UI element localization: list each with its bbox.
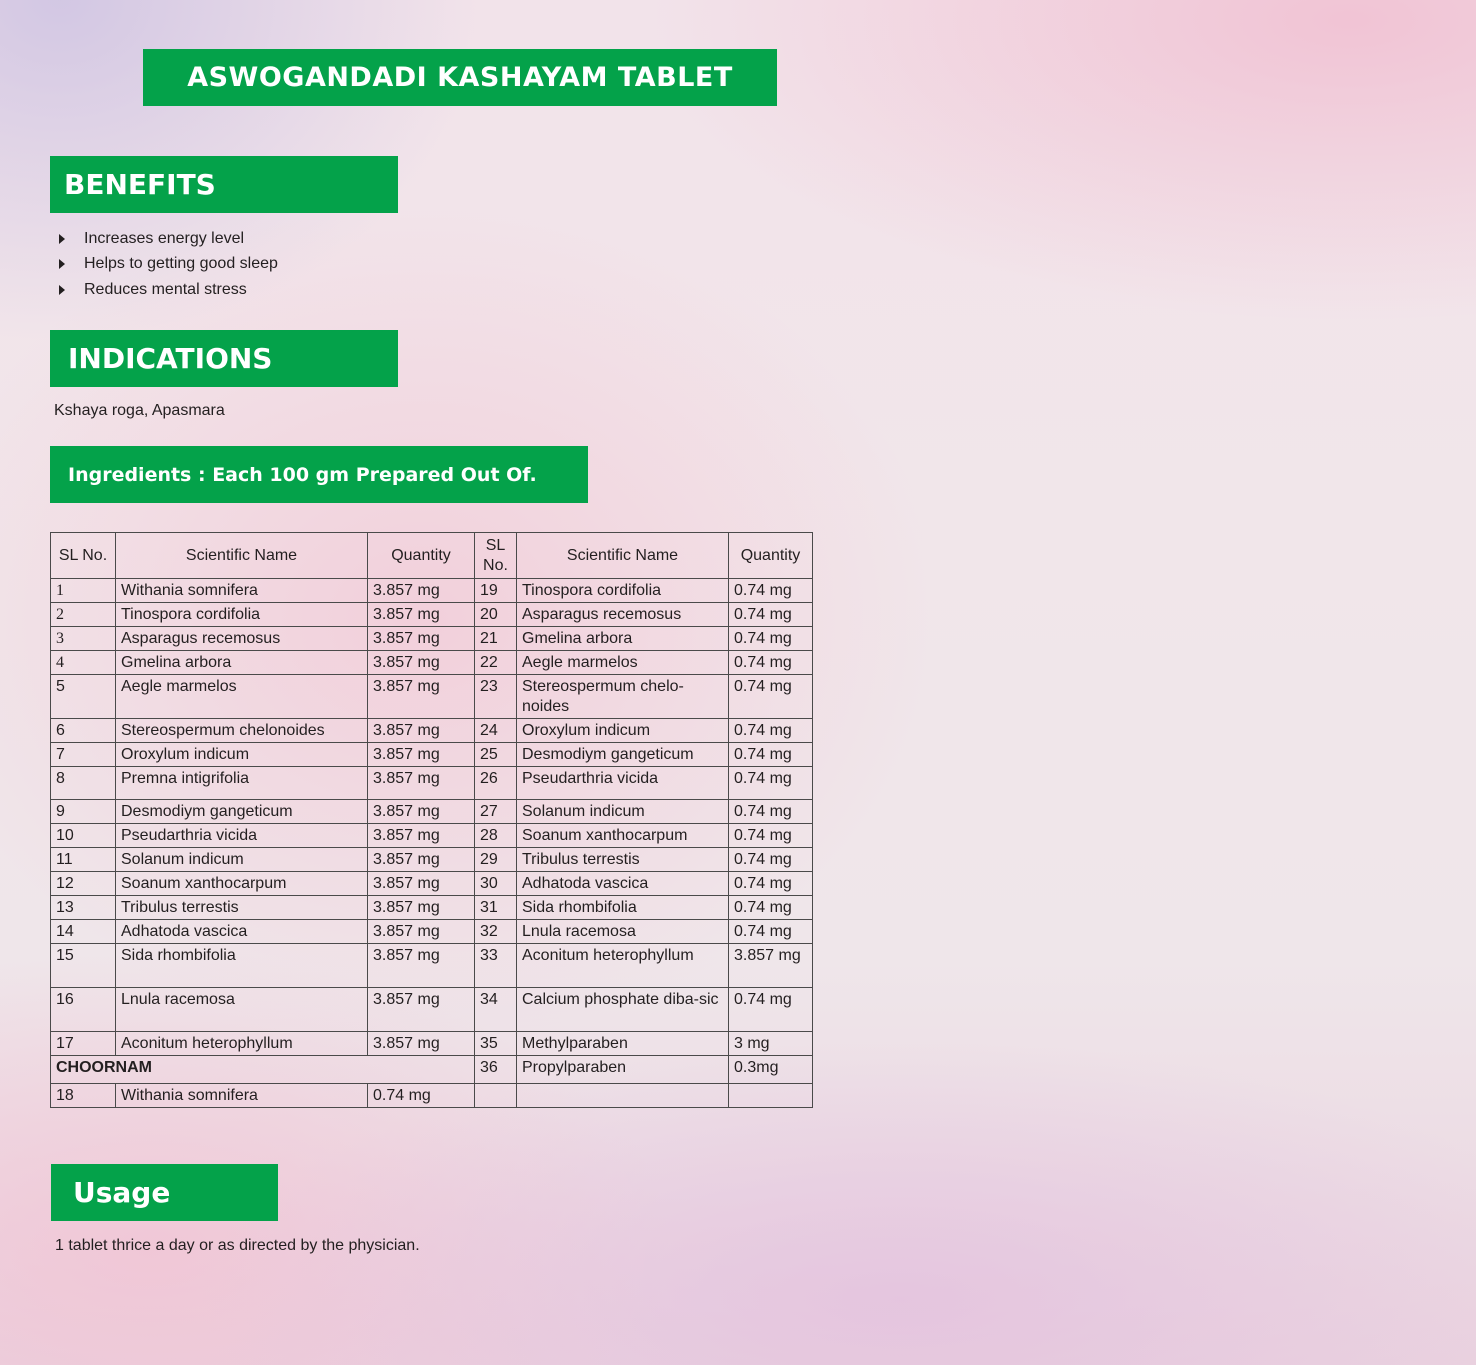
quantity-cell: 3.857 mg <box>368 603 475 627</box>
scientific-name-cell: Methylparaben <box>517 1032 729 1056</box>
scientific-name-cell: Propylparaben <box>517 1056 729 1084</box>
scientific-name-cell: Oroxylum indicum <box>517 719 729 743</box>
scientific-name-cell: Aegle marmelos <box>517 651 729 675</box>
column-header: Quantity <box>729 533 813 579</box>
table-header-row <box>51 533 813 579</box>
indications-text: Kshaya roga, Apasmara <box>54 402 225 419</box>
table-row <box>51 743 813 767</box>
scientific-name-cell: Stereospermum chelo-noides <box>517 675 729 719</box>
benefit-text: Reduces mental stress <box>84 280 247 298</box>
column-header: Scientific Name <box>517 533 729 579</box>
serial-number-cell: 28 <box>475 824 517 848</box>
table-row <box>51 719 813 743</box>
scientific-name-cell: Aconitum heterophyllum <box>116 1032 368 1056</box>
column-header: SL No. <box>475 533 517 579</box>
scientific-name-cell: Aconitum heterophyllum <box>517 944 729 988</box>
serial-number-cell: 16 <box>51 988 116 1032</box>
quantity-cell: 3.857 mg <box>368 988 475 1032</box>
quantity-cell: 3.857 mg <box>368 872 475 896</box>
serial-number-cell: 4 <box>51 651 116 675</box>
serial-number-cell: 3 <box>51 627 116 651</box>
quantity-cell: 0.74 mg <box>729 719 813 743</box>
quantity-cell: 0.74 mg <box>729 920 813 944</box>
serial-number-cell: 23 <box>475 675 517 719</box>
quantity-cell: 3.857 mg <box>368 800 475 824</box>
scientific-name-cell: Tribulus terrestis <box>116 896 368 920</box>
table-row <box>51 872 813 896</box>
scientific-name-cell: Tinospora cordifolia <box>116 603 368 627</box>
scientific-name-cell: Adhatoda vascica <box>517 872 729 896</box>
table-row <box>51 1084 813 1108</box>
quantity-cell: 3.857 mg <box>368 896 475 920</box>
serial-number-cell: 12 <box>51 872 116 896</box>
scientific-name-cell: Stereospermum chelonoides <box>116 719 368 743</box>
quantity-cell: 0.74 mg <box>729 896 813 920</box>
scientific-name-cell: Oroxylum indicum <box>116 743 368 767</box>
bullet-arrow-icon <box>59 234 65 244</box>
choornam-label: CHOORNAM <box>51 1056 475 1084</box>
serial-number-cell: 30 <box>475 872 517 896</box>
serial-number-cell: 5 <box>51 675 116 719</box>
serial-number-cell: 26 <box>475 767 517 800</box>
quantity-cell: 0.74 mg <box>729 800 813 824</box>
table-row <box>51 848 813 872</box>
scientific-name-cell: Solanum indicum <box>517 800 729 824</box>
quantity-cell: 3.857 mg <box>368 920 475 944</box>
scientific-name-cell: Desmodiym gangeticum <box>517 743 729 767</box>
serial-number-cell: 15 <box>51 944 116 988</box>
scientific-name-cell: Aegle marmelos <box>116 675 368 719</box>
table-row <box>51 896 813 920</box>
serial-number-cell: 32 <box>475 920 517 944</box>
table-row <box>51 1056 813 1084</box>
quantity-cell: 3.857 mg <box>368 1032 475 1056</box>
scientific-name-cell: Soanum xanthocarpum <box>116 872 368 896</box>
scientific-name-cell: Tribulus terrestis <box>517 848 729 872</box>
usage-heading: Usage <box>73 1176 171 1209</box>
benefit-text: Increases energy level <box>84 229 245 247</box>
benefit-item <box>58 226 278 252</box>
quantity-cell: 3.857 mg <box>368 579 475 603</box>
ingredients-heading: Ingredients : Each 100 gm Prepared Out Of. <box>68 463 537 486</box>
indications-heading: INDICATIONS <box>68 342 273 375</box>
scientific-name-cell: Desmodiym gangeticum <box>116 800 368 824</box>
quantity-cell: 0.74 mg <box>729 872 813 896</box>
benefits-heading-banner <box>50 156 398 213</box>
serial-number-cell: 31 <box>475 896 517 920</box>
serial-number-cell: 22 <box>475 651 517 675</box>
serial-number-cell: 1 <box>51 579 116 603</box>
serial-number-cell: 24 <box>475 719 517 743</box>
table-row <box>51 800 813 824</box>
column-header: Quantity <box>368 533 475 579</box>
quantity-cell: 0.74 mg <box>729 627 813 651</box>
product-title-banner <box>143 49 777 106</box>
ingredients-heading-banner <box>50 446 588 503</box>
quantity-cell: 0.74 mg <box>729 603 813 627</box>
quantity-cell: 0.74 mg <box>368 1084 475 1108</box>
serial-number-cell <box>475 1084 517 1108</box>
serial-number-cell: 8 <box>51 767 116 800</box>
bullet-arrow-icon <box>59 285 65 295</box>
quantity-cell: 3.857 mg <box>368 719 475 743</box>
quantity-cell: 3.857 mg <box>368 627 475 651</box>
serial-number-cell: 25 <box>475 743 517 767</box>
scientific-name-cell: Withania somnifera <box>116 579 368 603</box>
table-row <box>51 920 813 944</box>
product-title: ASWOGANDADI KASHAYAM TABLET <box>187 62 733 93</box>
serial-number-cell: 19 <box>475 579 517 603</box>
quantity-cell: 0.74 mg <box>729 848 813 872</box>
quantity-cell: 3.857 mg <box>368 651 475 675</box>
scientific-name-cell: Adhatoda vascica <box>116 920 368 944</box>
serial-number-cell: 14 <box>51 920 116 944</box>
quantity-cell: 0.74 mg <box>729 651 813 675</box>
scientific-name-cell: Soanum xanthocarpum <box>517 824 729 848</box>
scientific-name-cell: Gmelina arbora <box>116 651 368 675</box>
quantity-cell: 3 mg <box>729 1032 813 1056</box>
table-row <box>51 579 813 603</box>
quantity-cell: 0.74 mg <box>729 743 813 767</box>
quantity-cell: 3.857 mg <box>368 824 475 848</box>
scientific-name-cell: Asparagus recemosus <box>116 627 368 651</box>
quantity-cell: 0.3mg <box>729 1056 813 1084</box>
column-header: Scientific Name <box>116 533 368 579</box>
serial-number-cell: 2 <box>51 603 116 627</box>
scientific-name-cell: Premna intigrifolia <box>116 767 368 800</box>
table-row <box>51 603 813 627</box>
benefit-text: Helps to getting good sleep <box>84 255 278 273</box>
scientific-name-cell: Lnula racemosa <box>517 920 729 944</box>
scientific-name-cell: Sida rhombifolia <box>517 896 729 920</box>
scientific-name-cell: Solanum indicum <box>116 848 368 872</box>
scientific-name-cell: Withania somnifera <box>116 1084 368 1108</box>
quantity-cell: 0.74 mg <box>729 988 813 1032</box>
quantity-cell: 0.74 mg <box>729 767 813 800</box>
usage-text: 1 tablet thrice a day or as directed by the physician. <box>55 1237 420 1254</box>
quantity-cell: 3.857 mg <box>368 743 475 767</box>
table-row <box>51 988 813 1032</box>
benefit-item <box>58 252 278 278</box>
serial-number-cell: 21 <box>475 627 517 651</box>
serial-number-cell: 34 <box>475 988 517 1032</box>
benefits-list <box>58 226 278 303</box>
scientific-name-cell <box>517 1084 729 1108</box>
scientific-name-cell: Tinospora cordifolia <box>517 579 729 603</box>
scientific-name-cell: Gmelina arbora <box>517 627 729 651</box>
table-row <box>51 651 813 675</box>
scientific-name-cell: Asparagus recemosus <box>517 603 729 627</box>
quantity-cell: 0.74 mg <box>729 675 813 719</box>
serial-number-cell: 17 <box>51 1032 116 1056</box>
quantity-cell: 0.74 mg <box>729 579 813 603</box>
scientific-name-cell: Sida rhombifolia <box>116 944 368 988</box>
table-row <box>51 1032 813 1056</box>
bullet-arrow-icon <box>59 259 65 269</box>
table-row <box>51 824 813 848</box>
serial-number-cell: 36 <box>475 1056 517 1084</box>
benefit-item <box>58 277 278 303</box>
quantity-cell: 3.857 mg <box>368 767 475 800</box>
serial-number-cell: 29 <box>475 848 517 872</box>
quantity-cell: 3.857 mg <box>368 944 475 988</box>
serial-number-cell: 18 <box>51 1084 116 1108</box>
table-row <box>51 944 813 988</box>
serial-number-cell: 6 <box>51 719 116 743</box>
serial-number-cell: 27 <box>475 800 517 824</box>
table-row <box>51 767 813 800</box>
quantity-cell: 3.857 mg <box>368 848 475 872</box>
scientific-name-cell: Calcium phosphate diba-sic <box>517 988 729 1032</box>
benefits-heading: BENEFITS <box>64 168 216 201</box>
scientific-name-cell: Pseudarthria vicida <box>517 767 729 800</box>
ingredients-table <box>50 532 813 1108</box>
scientific-name-cell: Pseudarthria vicida <box>116 824 368 848</box>
usage-heading-banner <box>51 1164 278 1221</box>
indications-heading-banner <box>50 330 398 387</box>
scientific-name-cell: Lnula racemosa <box>116 988 368 1032</box>
column-header: SL No. <box>51 533 116 579</box>
serial-number-cell: 33 <box>475 944 517 988</box>
serial-number-cell: 20 <box>475 603 517 627</box>
quantity-cell: 3.857 mg <box>729 944 813 988</box>
serial-number-cell: 7 <box>51 743 116 767</box>
quantity-cell <box>729 1084 813 1108</box>
serial-number-cell: 35 <box>475 1032 517 1056</box>
serial-number-cell: 10 <box>51 824 116 848</box>
serial-number-cell: 11 <box>51 848 116 872</box>
serial-number-cell: 13 <box>51 896 116 920</box>
table-row <box>51 627 813 651</box>
serial-number-cell: 9 <box>51 800 116 824</box>
quantity-cell: 3.857 mg <box>368 675 475 719</box>
table-row <box>51 675 813 719</box>
quantity-cell: 0.74 mg <box>729 824 813 848</box>
